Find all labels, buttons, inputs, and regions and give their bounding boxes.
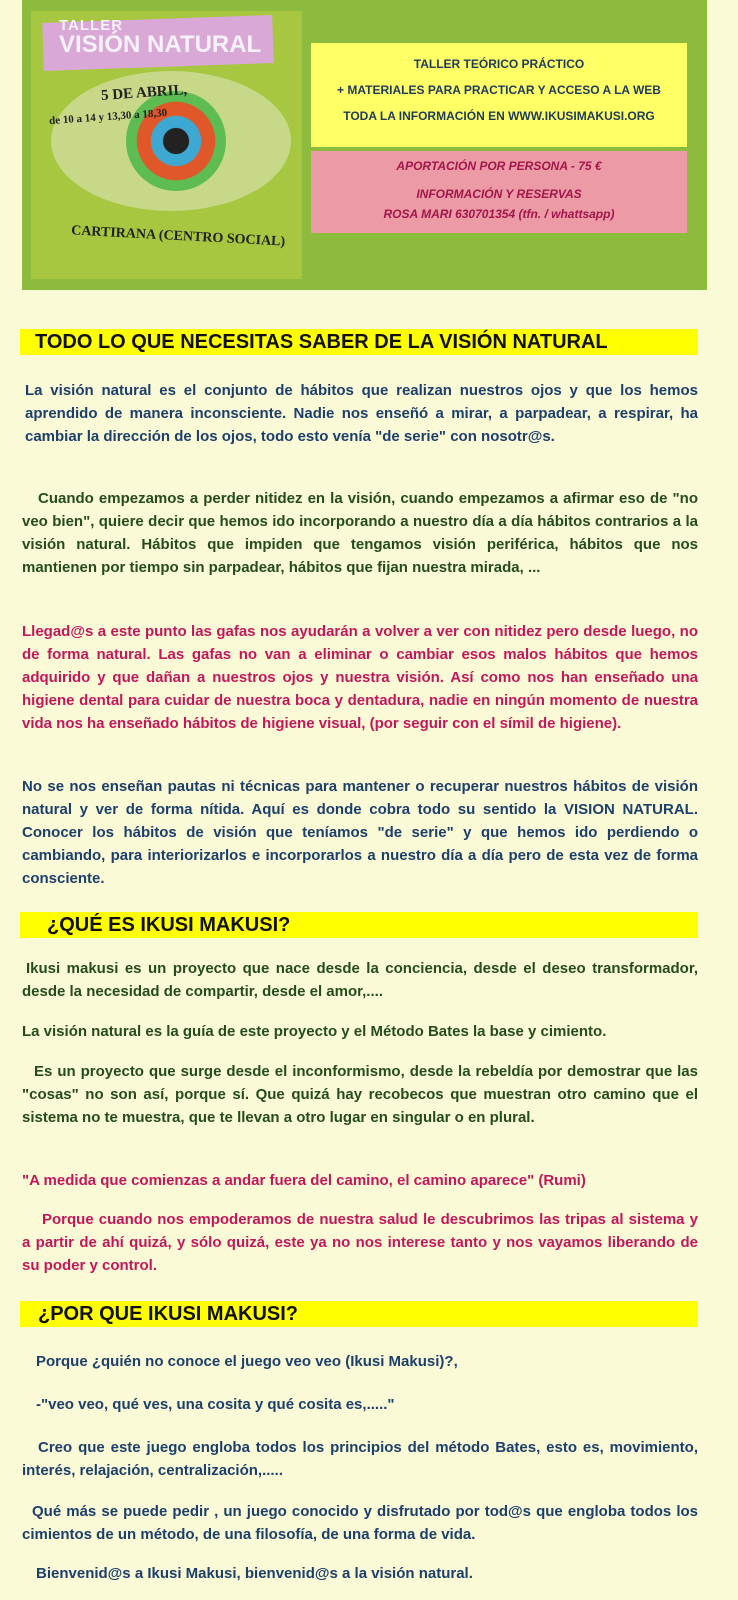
paragraph-porque-3: Creo que este juego engloba todos los principios del método Bates, esto es, movimiento, interés, relajación, centralización,..... xyxy=(22,1439,698,1479)
info-line-1: TALLER TEÓRICO PRÁCTICO xyxy=(413,57,585,71)
poster-date: 5 DE ABRIL, xyxy=(100,82,188,104)
paragraph-porque-1: Porque ¿quién no conoce el juego veo veo (Ikusi Makusi)?, xyxy=(36,1353,458,1370)
heading-vision-natural: TODO LO QUE NECESITAS SABER DE LA VISIÓN NATURAL xyxy=(20,329,698,355)
workshop-info-box xyxy=(311,43,687,147)
heading-que-es: ¿QUÉ ES IKUSI MAKUSI? xyxy=(20,912,698,938)
paragraph-ikusi-2: La visión natural es la guía de este proyecto y el Método Bates la base y cimiento. xyxy=(22,1023,607,1040)
paragraph-ikusi-1: Ikusi makusi es un proyecto que nace desde la conciencia, desde el deseo transformador, desde la necesidad de compartir, desde el amor,.... xyxy=(22,960,698,1000)
paragraph-porque-2: -"veo veo, qué ves, una cosita y qué cosita es,....." xyxy=(36,1396,395,1413)
rumi-quote: "A medida que comienzas a andar fuera del camino, el camino aparece" (Rumi) xyxy=(22,1172,586,1189)
reservas-label: INFORMACIÓN Y RESERVAS xyxy=(416,187,582,201)
paragraph-vision-1: La visión natural es el conjunto de hábitos que realizan nuestros ojos y que los hemos aprendido de manera inconsciente. Nadie nos enseñó a mirar, a parpadear, a respirar, ha cambiar la dirección de los ojos, todo esto venía "de serie" con nosotr@s. xyxy=(25,382,698,445)
info-website[interactable]: TODA LA INFORMACIÓN EN WWW.IKUSIMAKUSI.ORG xyxy=(343,109,655,123)
paragraph-ikusi-3: Es un proyecto que surge desde el inconformismo, desde la rebeldía por demostrar que las "cosas" no son así, porque sí. Que quizá hay recobecos que muestran otro camino que el sistema no te muestra, que te llevan a otro lugar en singular o en plural. xyxy=(22,1063,698,1126)
paragraph-vision-4: No se nos enseñan pautas ni técnicas para mantener o recuperar nuestros hábitos de visión natural y ver de forma nítida. Aquí es donde cobra todo su sentido la VISION NATURAL. Conocer los hábitos de visión que teníamos "de serie" y que hemos ido perdiendo o cambiando, para interiorizarlos e incorporarlos a nuestro día a día pero de esta vez de forma consciente. xyxy=(22,778,698,887)
poster-time: de 10 a 14 y 13,30 a 18,30 xyxy=(48,106,168,128)
price-contact-box xyxy=(311,151,687,233)
paragraph-vision-3: Llegad@s a este punto las gafas nos ayudarán a volver a ver con nitidez pero desde luego, no de forma natural. Las gafas no van a eliminar o cambiar esos malos hábitos que hemos adquirido y que dañan a nuestros ojos y nuestra visión. Así como nos han enseñado una higiene dental para cuidar de nuestra boca y dentadura, nadie en ningún momento de nuestra vida nos ha enseñado hábitos de higiene visual, (por seguir con el símil de higiene). xyxy=(22,623,698,732)
heading-por-que: ¿POR QUE IKUSI MAKUSI? xyxy=(20,1301,698,1327)
workshop-poster xyxy=(31,11,302,279)
paragraph-porque-5: Bienvenid@s a Ikusi Makusi, bienvenid@s a la visión natural. xyxy=(36,1565,473,1582)
iris-illustration xyxy=(126,91,226,191)
poster-taller-label: TALLER xyxy=(59,17,124,34)
paragraph-ikusi-4: Porque cuando nos empoderamos de nuestra salud le descubrimos las tripas al sistema y a partir de ahí quizá, y sólo quizá, este ya no nos interese tanto y nos vayamos liberando de su poder y control. xyxy=(22,1211,698,1274)
contact-info: ROSA MARI 630701354 (tfn. / whattsapp) xyxy=(383,207,615,221)
header-banner xyxy=(22,0,707,290)
poster-title: VISIÓN NATURAL xyxy=(59,31,262,58)
paragraph-vision-2: Cuando empezamos a perder nitidez en la visión, cuando empezamos a afirmar eso de "no veo bien", quiere decir que hemos ido incorporando a nuestro día a día hábitos contrarios a la visión natural. Hábitos que impiden que tengamos visión periférica, hábitos que nos mantienen por tiempo sin parpadear, hábitos que fijan nuestra mirada, ... xyxy=(22,490,698,576)
poster-location: CARTIRANA (CENTRO SOCIAL) xyxy=(70,223,286,250)
info-line-2: + MATERIALES PARA PRACTICAR Y ACCESO A LA WEB xyxy=(337,83,661,97)
paragraph-porque-4: Qué más se puede pedir , un juego conocido y disfrutado por tod@s que engloba todos los cimientos de un método, de una filosofía, de una forma de vida. xyxy=(22,1503,698,1543)
price-info: APORTACIÓN POR PERSONA - 75 € xyxy=(396,159,602,173)
